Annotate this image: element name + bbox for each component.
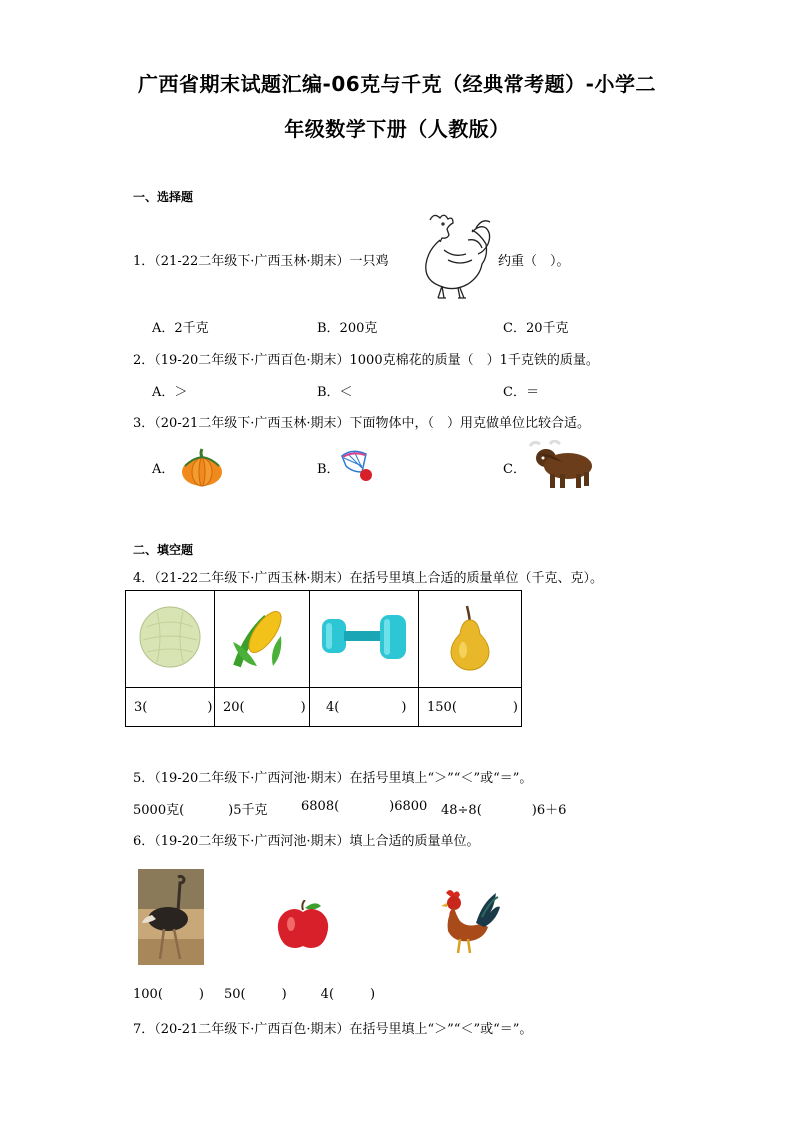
q2-option-c[interactable]: C．＝ [503, 385, 539, 400]
q5-item-2 [301, 799, 427, 814]
page-title-line-2: 年级数学下册（人教版） [284, 117, 510, 141]
yak-icon [526, 440, 596, 492]
answer-1-text: 3( [134, 699, 148, 715]
apple-icon [275, 900, 331, 950]
q6-answer-1-right: ) [198, 987, 204, 1002]
answer-3-text: 4( [326, 699, 340, 715]
pear-icon [445, 602, 495, 672]
section-heading-choice: 一、选择题 [133, 190, 194, 204]
ostrich-photo [138, 869, 204, 965]
q6-answers [133, 987, 375, 1002]
q5-item-3-left: 48÷8( [441, 803, 482, 818]
q2-option-a[interactable]: A．＞ [152, 385, 188, 400]
corn-icon [227, 602, 297, 672]
q6-answer-3-right: ) [370, 987, 376, 1002]
cantaloupe-icon [135, 602, 205, 672]
answer-2-text: 20( [223, 699, 245, 715]
q1-option-c[interactable]: C．20千克 [503, 321, 569, 336]
question-7-text: 7．（20-21二年级下·广西百色·期末）在括号里填上“＞”“＜”或“＝”。 [133, 1022, 533, 1037]
q2-option-b[interactable]: B．＜ [317, 385, 353, 400]
q1-option-b[interactable]: B．200克 [317, 321, 378, 336]
items-table [125, 590, 522, 727]
q5-item-2-left: 6808( [301, 799, 340, 814]
q5-item-3-right: )6＋6 [531, 803, 567, 818]
answer-4-close: ) [512, 699, 518, 715]
q6-answer-2-right: ) [281, 987, 287, 1002]
rooster-photo [432, 887, 502, 955]
dumbbell-icon [318, 607, 410, 667]
answer-cell-1[interactable] [126, 688, 215, 727]
q5-item-3 [441, 799, 566, 818]
answer-cell-3[interactable] [310, 688, 419, 727]
section-heading-fill: 二、填空题 [133, 543, 194, 557]
q6-answer-1-left: 100( [133, 987, 163, 1002]
question-4-text: 4．（21-22二年级下·广西玉林·期末）在括号里填上合适的质量单位（千克、克）。 [133, 571, 604, 586]
shuttlecock-icon [338, 446, 378, 484]
page-title-line-1: 广西省期末试题汇编-06克与千克（经典常考题）-小学二 [138, 72, 656, 96]
question-3-text: 3．（20-21二年级下·广西玉林·期末）下面物体中，（ ）用克做单位比较合适。 [133, 416, 591, 431]
dumbbell-cell [310, 591, 419, 688]
pear-cell [419, 591, 522, 688]
rooster-outline-image [410, 210, 496, 302]
answer-3-close: ) [401, 699, 407, 715]
answer-cell-4[interactable] [419, 688, 522, 727]
corn-cell [215, 591, 310, 688]
question-1-text: 1．（21-22二年级下·广西玉林·期末）一只鸡 [133, 254, 389, 269]
q1-option-a[interactable]: A．2千克 [152, 321, 209, 336]
question-1-text-end: 约重（ ）。 [498, 254, 570, 269]
q5-item-1-left: 5000克( [133, 803, 185, 818]
q3-option-b[interactable]: B． [317, 462, 340, 477]
q3-option-a[interactable]: A． [152, 462, 175, 477]
answer-4-text: 150( [427, 699, 457, 715]
answer-2-close: ) [300, 699, 306, 715]
pumpkin-icon [180, 446, 224, 488]
question-2-text: 2．（19-20二年级下·广西百色·期末）1000克棉花的质量（ ）1千克铁的质量。 [133, 353, 599, 368]
question-5-text: 5．（19-20二年级下·广西河池·期末）在括号里填上“＞”“＜”或“＝”。 [133, 771, 533, 786]
q5-item-1 [133, 799, 268, 818]
q5-item-1-right: )5千克 [228, 803, 268, 818]
q6-answer-3-left: 4( [320, 987, 335, 1002]
q6-answer-2-left: 50( [223, 987, 246, 1002]
answer-cell-2[interactable] [215, 688, 310, 727]
question-6-text: 6．（19-20二年级下·广西河池·期末）填上合适的质量单位。 [133, 834, 480, 849]
q5-item-2-right: )6800 [389, 799, 428, 814]
answer-1-close: ) [207, 699, 213, 715]
q3-option-c[interactable]: C． [503, 462, 526, 477]
melon-cell [126, 591, 215, 688]
